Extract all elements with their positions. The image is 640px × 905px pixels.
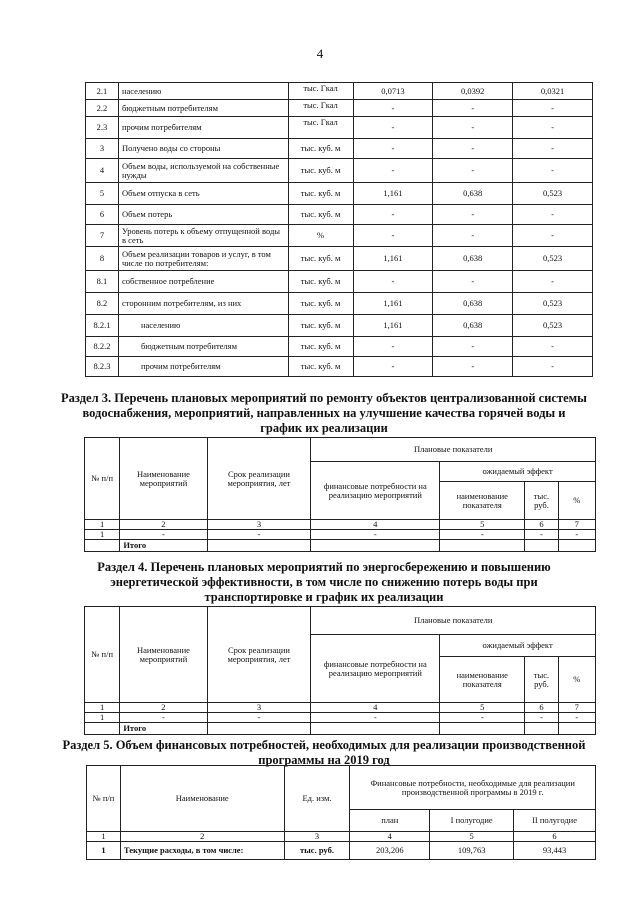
production-indicators-table [85,82,593,377]
row-unit: тыс. куб. м [288,247,353,271]
table-cell: 1 [85,713,120,723]
row-value-3: - [513,271,593,293]
row-name: прочим потребителям [118,117,288,139]
table-cell: - [525,713,558,723]
row-name: бюджетным потребителям [118,100,288,117]
table-row [86,293,593,315]
table-cell: - [558,530,595,540]
table-row [86,159,593,183]
row-value-1: - [353,159,433,183]
row-num: 8 [86,247,119,271]
row-value-1: - [353,357,433,377]
table-cell: 6 [514,832,596,842]
row-value-2: - [433,159,513,183]
table-cell: - [440,713,525,723]
table-cell: 1 [85,703,120,713]
table-row [86,271,593,293]
col-rub-header: тыс. руб. [525,482,558,520]
column-numbers-row [85,520,596,530]
table-row [85,713,596,723]
row-unit: тыс. руб. [284,842,350,860]
table-row [86,100,593,117]
row-value-2: - [433,337,513,357]
row-value-3: - [513,100,593,117]
table-cell: 6 [525,703,558,713]
row-value-1: - [353,271,433,293]
table-row [86,117,593,139]
row-value-2: - [433,117,513,139]
row-unit: тыс. куб. м [288,139,353,159]
row-value-3: 0,523 [513,183,593,205]
row-value-2: - [433,100,513,117]
col-planned-header: Плановые показатели [311,607,596,635]
table-cell: 4 [311,520,440,530]
table-row [86,83,593,100]
row-num: 2.2 [86,100,119,117]
table-row [85,530,596,540]
col-num-header: № п/п [85,607,120,703]
row-unit: тыс. Гкал [288,117,353,139]
row-value-2: 0,0392 [433,83,513,100]
col-num-header: № п/п [85,438,120,520]
row-unit: тыс. куб. м [288,271,353,293]
col-effect-header: ожидаемый эффект [440,462,596,482]
table-cell: - [525,530,558,540]
section-5-title: Раздел 5. Объем финансовых потребностей, необходимых для реализации производственной программы на 2019 год [62,738,586,767]
row-value-2: - [433,225,513,247]
col-term-header: Срок реализации мероприятия, лет [207,438,311,520]
row-value-1: 0,0713 [353,83,433,100]
row-num: 8.2 [86,293,119,315]
row-num: 5 [86,183,119,205]
table-cell: - [440,530,525,540]
table-cell: 4 [311,703,440,713]
row-value-3: 0,523 [513,315,593,337]
section-5-table [86,765,596,860]
row-h1: 109,763 [430,842,514,860]
table-cell: 7 [558,703,595,713]
row-num: 4 [86,159,119,183]
row-unit: тыс. куб. м [288,159,353,183]
row-name: Объем реализации товаров и услуг, в том числе по потребителям: [118,247,288,271]
row-name: Уровень потерь к объему отпущенной воды в сеть [118,225,288,247]
table-row [86,205,593,225]
table-row [86,247,593,271]
row-value-2: 0,638 [433,293,513,315]
table-cell: 2 [120,703,207,713]
row-name: Объем воды, используемой на собственные нужды [118,159,288,183]
row-plan: 203,206 [350,842,430,860]
table-cell: 6 [525,520,558,530]
col-planned-header: Плановые показатели [311,438,596,462]
table-row [86,357,593,377]
table-cell: 4 [350,832,430,842]
table-cell: 3 [207,520,311,530]
col-h1-header: I полугодие [430,810,514,832]
row-num: 8.1 [86,271,119,293]
col-num-header: № п/п [87,766,121,832]
column-numbers-row [87,832,596,842]
row-num: 2.1 [86,83,119,100]
row-value-2: 0,638 [433,247,513,271]
row-name: прочим потребителям [118,357,288,377]
table-cell: - [120,713,207,723]
section-3-title: Раздел 3. Перечень плановых мероприятий по ремонту объектов централизованной системы водоснабжения, мероприятий, направленных на улучшение качества горячей воды и график их реализации [61,391,587,435]
row-num: 8.2.2 [86,337,119,357]
row-unit: тыс. куб. м [288,337,353,357]
col-name-header: Наименование мероприятий [120,438,207,520]
table-cell: 5 [440,520,525,530]
row-value-3: 0,523 [513,247,593,271]
row-unit: % [288,225,353,247]
row-value-3: 0,523 [513,293,593,315]
row-value-2: 0,638 [433,183,513,205]
table-cell: - [311,530,440,540]
total-label: Итого [120,723,207,735]
row-value-1: - [353,117,433,139]
table-cell: 5 [440,703,525,713]
section-3-table [84,437,596,552]
row-unit: тыс. куб. м [288,205,353,225]
col-fin-header: финансовые потребности на реализацию мероприятий [311,462,440,520]
row-name: Объем отпуска в сеть [118,183,288,205]
col-rub-header: тыс. руб. [525,657,558,703]
column-numbers-row [85,703,596,713]
row-num: 3 [86,139,119,159]
row-value-1: 1,161 [353,247,433,271]
table-cell: 2 [120,832,284,842]
col-name-header: Наименование [120,766,284,832]
row-name: сторонним потребителям, из них [118,293,288,315]
row-unit: тыс. куб. м [288,293,353,315]
row-value-1: - [353,139,433,159]
table-cell: - [311,713,440,723]
row-name: собственное потребление [118,271,288,293]
row-value-1: 1,161 [353,315,433,337]
table-row [86,225,593,247]
col-unit-header: Ед. изм. [284,766,350,832]
col-name-header: Наименование мероприятий [120,607,207,703]
row-unit: тыс. куб. м [288,315,353,337]
row-unit: тыс. Гкал [288,83,353,100]
row-value-1: - [353,337,433,357]
table-cell: 1 [87,832,121,842]
row-name: Текущие расходы, в том числе: [120,842,284,860]
page-number: 4 [316,46,324,61]
row-num: 8.2.1 [86,315,119,337]
table-cell: 2 [120,520,207,530]
row-value-3: - [513,337,593,357]
col-fin-header: Финансовые потребности, необходимые для реализации производственной программы в 2019 г. [350,766,596,810]
row-num: 2.3 [86,117,119,139]
col-indicator-header: наименование показателя [440,657,525,703]
table-cell: - [207,713,311,723]
row-num: 7 [86,225,119,247]
row-value-1: - [353,100,433,117]
row-unit: тыс. Гкал [288,100,353,117]
col-fin-header: финансовые потребности на реализацию мероприятий [311,635,440,703]
row-value-2: - [433,357,513,377]
row-num: 8.2.3 [86,357,119,377]
col-pct-header: % [558,657,595,703]
table-row [86,183,593,205]
row-value-1: - [353,225,433,247]
row-value-3: - [513,159,593,183]
row-name: Получено воды со стороны [118,139,288,159]
row-value-3: - [513,357,593,377]
row-value-1: - [353,205,433,225]
table-cell: - [120,530,207,540]
row-name: Объем потерь [118,205,288,225]
total-label: Итого [120,540,207,552]
col-h2-header: II полугодие [514,810,596,832]
row-num: 6 [86,205,119,225]
row-value-2: 0,638 [433,315,513,337]
col-term-header: Срок реализации мероприятия, лет [207,607,311,703]
row-num: 1 [87,842,121,860]
row-value-2: - [433,139,513,159]
row-value-2: - [433,205,513,225]
row-name: населению [118,315,288,337]
table-cell: 3 [284,832,350,842]
row-unit: тыс. куб. м [288,183,353,205]
row-value-3: - [513,117,593,139]
table-cell: 7 [558,520,595,530]
table-cell: - [207,530,311,540]
row-name: населению [118,83,288,100]
table-row [87,842,596,860]
table-cell: 3 [207,703,311,713]
table-cell: 5 [430,832,514,842]
col-indicator-header: наименование показателя [440,482,525,520]
table-row [86,315,593,337]
row-value-3: - [513,225,593,247]
col-pct-header: % [558,482,595,520]
row-value-3: - [513,139,593,159]
row-h2: 93,443 [514,842,596,860]
row-value-2: - [433,271,513,293]
col-plan-header: план [350,810,430,832]
section-4-table [84,606,596,735]
table-cell: 1 [85,520,120,530]
row-value-1: 1,161 [353,183,433,205]
row-unit: тыс. куб. м [288,357,353,377]
row-value-3: - [513,205,593,225]
table-row [86,337,593,357]
row-value-1: 1,161 [353,293,433,315]
col-effect-header: ожидаемый эффект [440,635,596,657]
row-value-3: 0,0321 [513,83,593,100]
row-name: бюджетным потребителям [118,337,288,357]
table-cell: 1 [85,530,120,540]
table-cell: - [558,713,595,723]
section-4-title: Раздел 4. Перечень плановых мероприятий по энергосбережению и повышению энергетической эффективности, в том числе по снижению потерь воды при транспортировке и график их реализации [97,560,551,604]
table-row [86,139,593,159]
